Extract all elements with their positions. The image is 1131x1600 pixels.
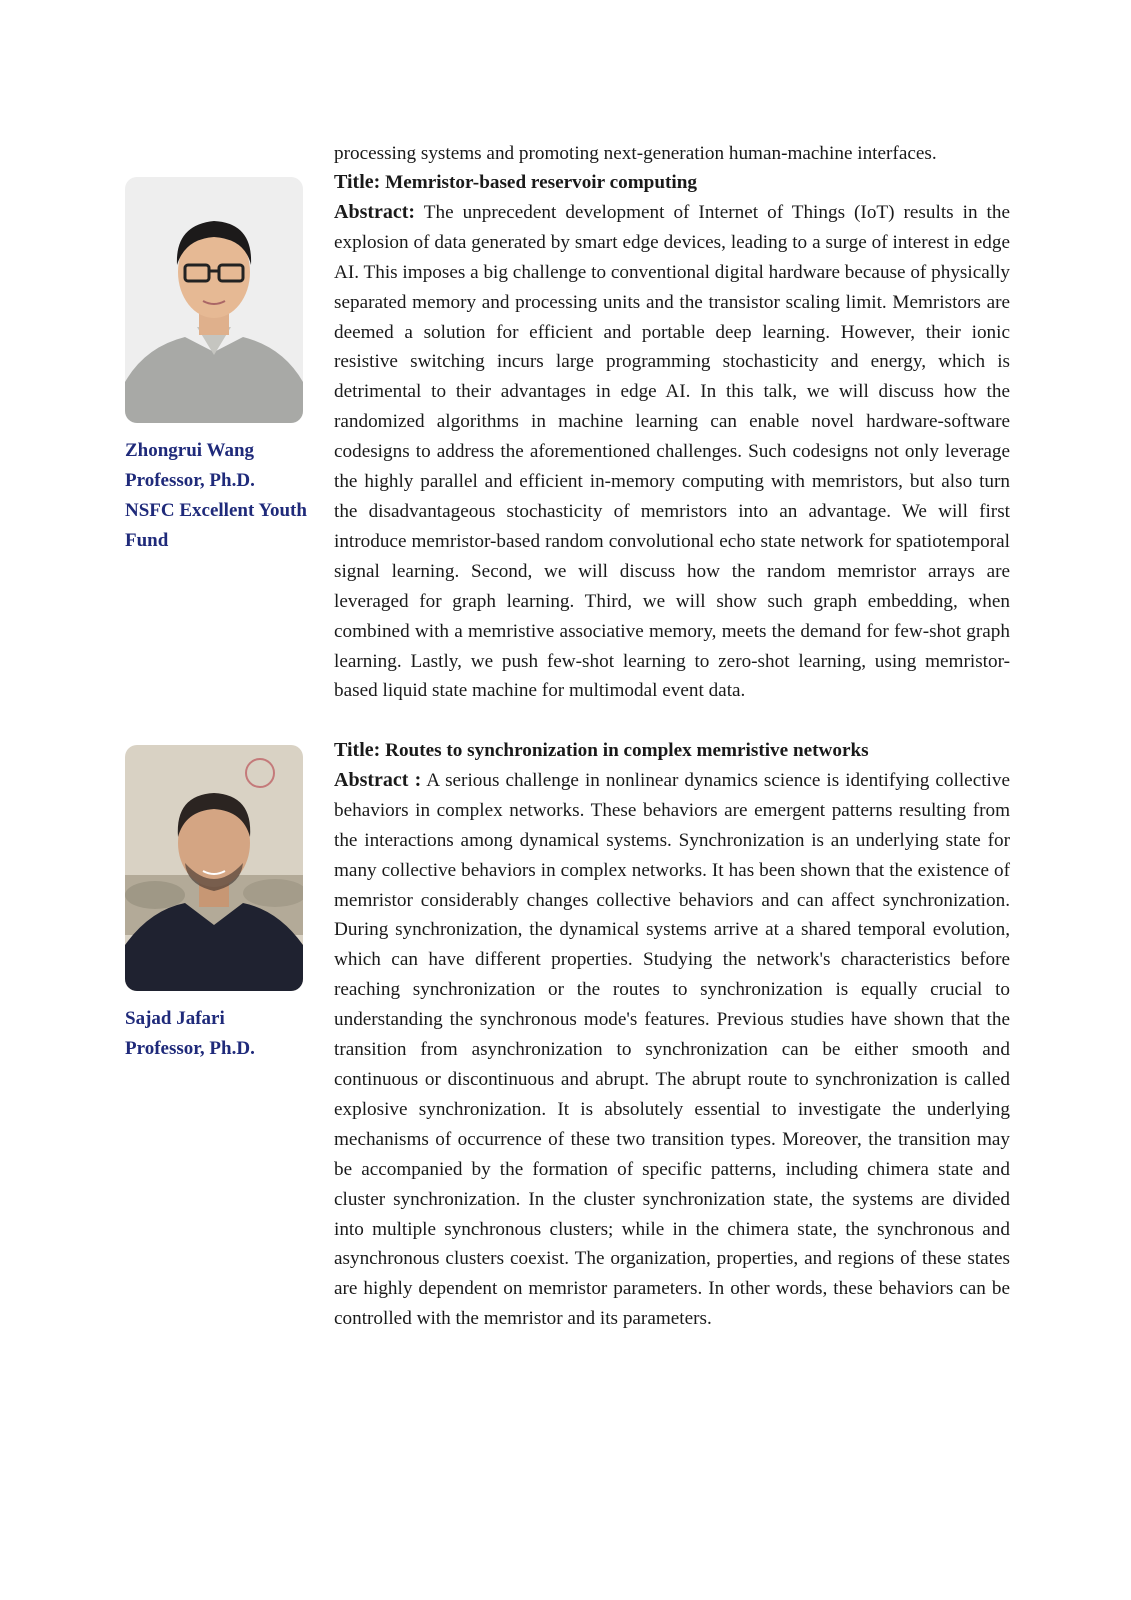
talk-title: Routes to synchronization in complex memristive networks bbox=[385, 740, 869, 761]
title-label: Title: bbox=[334, 171, 381, 193]
abstract-text: A serious challenge in nonlinear dynamics science is identifying collective behaviors in complex networks. These behaviors are emergent patterns resulting from the interactions among dynamical systems. Synchronization is an underlying state for many collective behaviors in complex networks. It has been shown that the existence of memristor considerably changes collective behaviors and can affect synchronization. During synchronization, the dynamical systems arrive at a shared temporal evolution, which can have different properties. Studying the network's characteristics before reaching synchronization or the routes to synchronization is equally crucial to understanding the synchronous mode's features. Previous studies have shown that the transition from asynchronization to synchronization can be either smooth and continuous or discontinuous and abrupt. The abrupt route to synchronization is called explosive synchronization. It is absolutely essential to investigate the underlying mechanisms of occurrence of these two transition types. Moreover, the transition may be accompanied by the formation of specific patterns, including chimera state and cluster synchronization. In the cluster synchronization state, the systems are divided into multiple synchronous clusters; while in the chimera state, the synchronous and asynchronous clusters coexist. The organization, properties, and regions of these states are highly dependent on memristor parameters. In other words, these behaviors can be controlled with the memristor and its parameters. bbox=[334, 769, 1010, 1330]
talk-title-line bbox=[334, 736, 1010, 766]
talk-block-1 bbox=[334, 168, 1010, 706]
speaker-title: Professor, Ph.D. bbox=[125, 470, 255, 491]
intro-text bbox=[334, 139, 1010, 169]
speaker-photo-sajad-jafari bbox=[125, 745, 303, 991]
speaker-info-zhongrui-wang bbox=[125, 436, 325, 556]
speaker-honor: Fund bbox=[125, 530, 169, 551]
abstract-label: Abstract: bbox=[334, 200, 416, 223]
abstract-paragraph bbox=[334, 198, 1010, 706]
talk-title: Memristor-based reservoir computing bbox=[385, 172, 698, 193]
speaker-photo-zhongrui-wang bbox=[125, 177, 303, 423]
abstract-label: Abstract : bbox=[334, 768, 422, 791]
talk-title-line bbox=[334, 168, 1010, 198]
portrait-image bbox=[125, 745, 303, 991]
speaker-info-sajad-jafari bbox=[125, 1004, 325, 1064]
speaker-name: Zhongrui Wang bbox=[125, 440, 255, 461]
speaker-honor: NSFC Excellent Youth bbox=[125, 500, 307, 521]
talk-block-2 bbox=[334, 736, 1010, 1334]
intro-paragraph: processing systems and promoting next-generation human-machine interfaces. bbox=[334, 143, 937, 164]
abstract-text: The unprecedent development of Internet of Things (IoT) results in the explosion of data generated by smart edge devices, leading to a surge of interest in edge AI. This imposes a big challenge to conventional digital hardware because of physically separated memory and processing units and the transistor scaling limit. Memristors are deemed a solution for efficient and portable deep learning. However, their ionic resistive switching incurs large programming stochasticity and energy, which is detrimental to their advantages in edge AI. In this talk, we will discuss how the randomized algorithms in machine learning can enable novel hardware-software codesigns to address the aforementioned challenges. Such codesigns not only leverage the highly parallel and efficient in-memory computing with memristors, but also turn the disadvantageous stochasticity of memristors into an advantage. We will first introduce memristor-based random convolutional echo state network for spatiotemporal signal learning. Second, we will discuss how the random memristor arrays are leveraged for graph learning. Third, we will show such graph embedding, when combined with a memristive associative memory, meets the demand for few-shot graph learning. Lastly, we push few-shot learning to zero-shot learning, using memristor-based liquid state machine for multimodal event data. bbox=[334, 201, 1010, 702]
speaker-name: Sajad Jafari bbox=[125, 1008, 225, 1029]
abstract-paragraph bbox=[334, 766, 1010, 1334]
portrait-image bbox=[125, 177, 303, 423]
speaker-title: Professor, Ph.D. bbox=[125, 1038, 255, 1059]
title-label: Title: bbox=[334, 739, 381, 761]
